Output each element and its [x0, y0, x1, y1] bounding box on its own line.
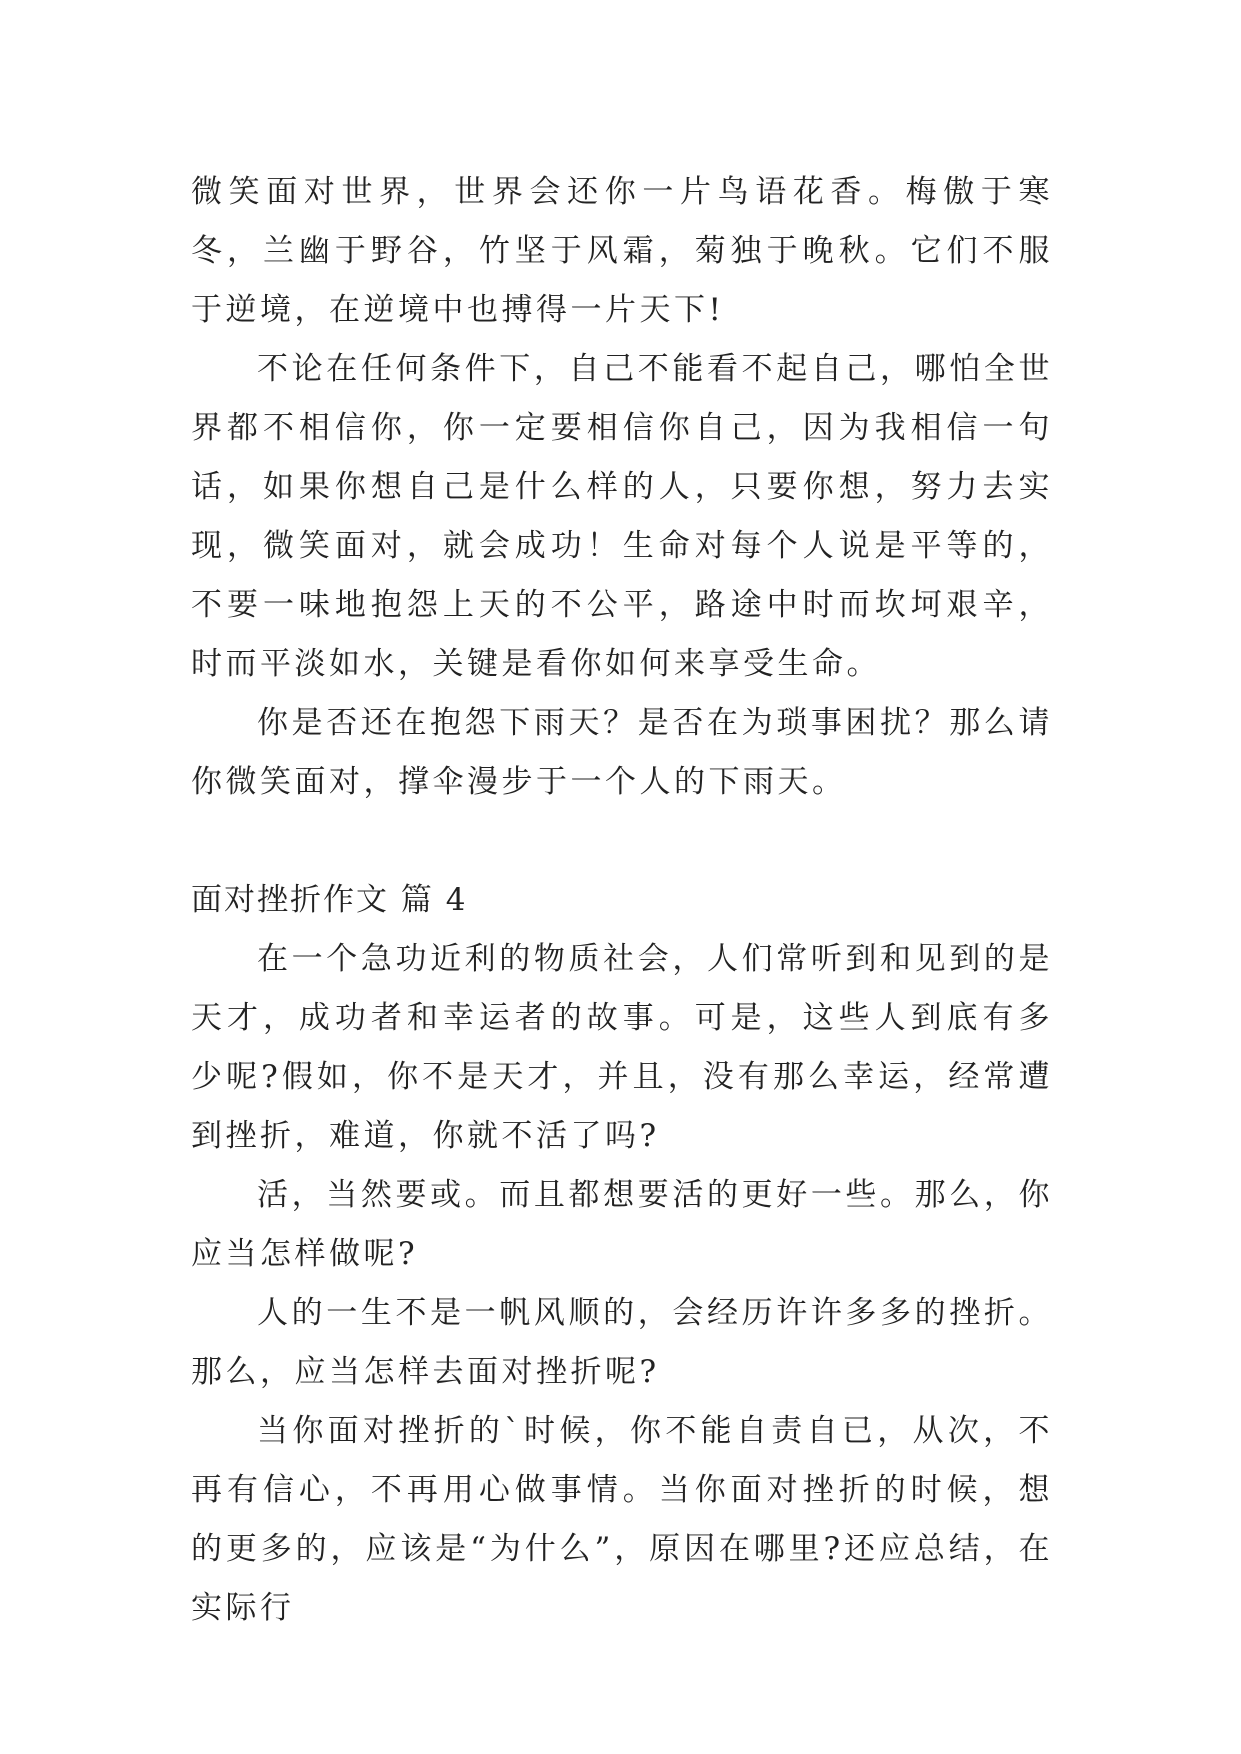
- paragraph-genius-luck: 在一个急功近利的物质社会，人们常听到和见到的是天才，成功者和幸运者的故事。可是，这些人到底有多少呢?假如，你不是天才，并且，没有那么幸运，经常遭到挫折，难道，你就不活了吗?: [191, 941, 1053, 1154]
- paragraph-rainy-day: 你是否还在抱怨下雨天？是否在为琐事困扰？那么请你微笑面对，撑伞漫步于一个人的下雨天。: [191, 705, 1053, 800]
- paragraph-live-better: 活，当然要或。而且都想要活的更好一些。那么，你应当怎样做呢?: [191, 1177, 1053, 1272]
- paragraph-smile-world: 微笑面对世界，世界会还你一片鸟语花香。梅傲于寒冬，兰幽于野谷，竹坚于风霜，菊独于晚秋。它们不服于逆境，在逆境中也搏得一片天下!: [191, 174, 1053, 328]
- paragraph-believe-yourself: 不论在任何条件下，自己不能看不起自己，哪怕全世界都不相信你，你一定要相信你自己，因为我相信一句话，如果你想自己是什么样的人，只要你想，努力去实现，微笑面对，就会成功！生命对每个人说是平等的，不要一味地抱怨上天的不公平，路途中时而坎坷艰辛，时而平淡如水，关键是看你如何来享受生命。: [191, 351, 1053, 682]
- section-spacer: [191, 812, 1053, 871]
- document-page: [191, 163, 1053, 1638]
- paragraph-life-not-smooth: 人的一生不是一帆风顺的，会经历许许多多的挫折。那么，应当怎样去面对挫折呢?: [191, 1295, 1053, 1390]
- section-title: 面对挫折作文 篇 4: [191, 882, 468, 918]
- paragraph-face-setbacks: 当你面对挫折的`时候，你不能自责自已，从次，不再有信心，不再用心做事情。当你面对挫折的时候，想的更多的，应该是“为什么”，原因在哪里?还应总结，在实际行: [191, 1413, 1053, 1626]
